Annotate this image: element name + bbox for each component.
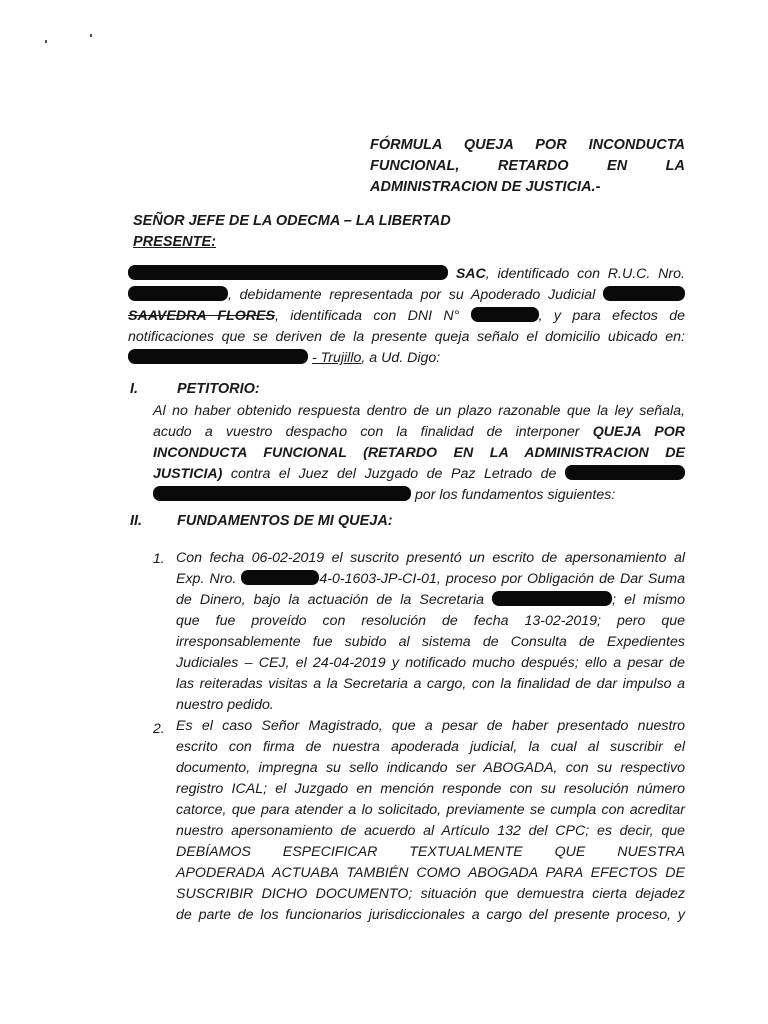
fundamento-line: nuestro pedido. [176,697,274,713]
fundamento-line: DEBÍAMOS ESPECIFICAR TEXTUALMENTE QUE NUESTRA [176,844,685,860]
fundamento-line: SUSCRIBIR DICHO DOCUMENTO; situación que demuestra cierta dejadez [176,886,685,902]
document-title [370,135,685,198]
fundamento-1 [176,548,685,716]
fundamento-2 [176,716,685,926]
fundamento-line: escrito con firma de nuestra apoderada judicial, la cual al suscribir el [176,739,685,755]
fundamento-line: irresponsablemente fue subido al sistema de Consulta de Expedientes [176,634,685,650]
section-title: FUNDAMENTOS DE MI QUEJA: [177,513,393,529]
fundamento-line: de parte de los funcionarios jurisdiccionales a cargo del presente proceso, y [176,907,685,923]
intro-line: SAAVEDRA FLORES, identificada con DNI N° , y para efectos de [128,308,685,324]
petitorio-paragraph [153,401,685,506]
intro-line: , debidamente representada por su Apoderado Judicial [128,285,685,306]
redaction-bar [153,486,411,501]
fundamento-line: Es el caso Señor Magistrado, que a pesar de haber presentado nuestro [176,718,685,734]
intro-line: SAC, identificado con R.U.C. Nro. [128,264,685,285]
redaction-bar [565,465,685,480]
redaction-bar [603,286,685,301]
redaction-bar [241,570,319,585]
title-line-1: FÓRMULA QUEJA POR INCONDUCTA [370,137,685,153]
petitorio-line: acudo a vuestro despacho con la finalidad de interponer QUEJA POR [153,424,685,440]
fundamento-line: nuestro apersonamiento de acuerdo al Artículo 132 del CPC; es decir, que [176,823,685,839]
scan-speck [90,34,92,37]
petitorio-line: JUSTICIA) contra el Juez del Juzgado de Paz Letrado de [153,464,685,485]
fundamento-line: registro ICAL; el Juzgado en mención responde con su resolución número [176,781,685,797]
fundamento-line: Judiciales – CEJ, el 24-04-2019 y notificado mucho después; ello a pesar de [176,655,685,671]
fundamento-line: Con fecha 06-02-2019 el suscrito presentó un escrito de apersonamiento al [176,550,685,566]
title-line-2: FUNCIONAL, RETARDO EN LA [370,158,685,174]
item-number: 1. [153,550,165,566]
petitorio-line: por los fundamentos siguientes: [153,485,685,506]
title-line-3: ADMINISTRACION DE JUSTICIA.- [370,179,601,195]
fundamento-line: las reiteradas visitas a la Secretaria a cargo, con la finalidad de dar impulso a [176,676,685,692]
petitorio-line: INCONDUCTA FUNCIONAL (RETARDO EN LA ADMINISTRACION DE [153,445,685,461]
section-number: I. [130,381,139,397]
addressee-line: SEÑOR JEFE DE LA ODECMA – LA LIBERTAD [133,213,451,229]
petitorio-line: Al no haber obtenido respuesta dentro de un plazo razonable que la ley señala, [153,403,685,419]
redaction-bar [128,286,228,301]
intro-line: notificaciones que se deriven de la presente queja señalo el domicilio ubicado en: [128,329,685,345]
fundamento-line: Exp. Nro. 4-0-1603-JP-CI-01, proceso por Obligación de Dar Suma [176,571,685,587]
fundamento-line: documento, impregna su sello indicando ser ABOGADA, con su respectivo [176,760,685,776]
fundamento-line: APODERADA ACTUABA TAMBIÉN COMO ABOGADA PARA EFECTOS DE [176,865,685,881]
redaction-bar [128,265,448,280]
section-title: PETITORIO: [177,381,260,397]
redaction-bar [128,349,308,364]
fundamento-line: catorce, que para atender a lo solicitado, previamente se cumpla con acreditar [176,802,685,818]
redaction-bar [492,591,612,606]
redaction-bar [471,307,539,322]
intro-line: - Trujillo, a Ud. Digo: [128,348,685,369]
scan-speck [45,40,47,43]
presente-label: PRESENTE: [133,234,216,250]
addressee [133,211,451,253]
fundamento-line: que fue proveído con resolución de fecha 13-02-2019; pero que [176,613,685,629]
section-number: II. [130,513,143,529]
intro-paragraph [128,264,685,369]
fundamento-line: de Dinero, bajo la actuación de la Secretaria ; el mismo [176,592,685,608]
item-number: 2. [153,720,165,736]
